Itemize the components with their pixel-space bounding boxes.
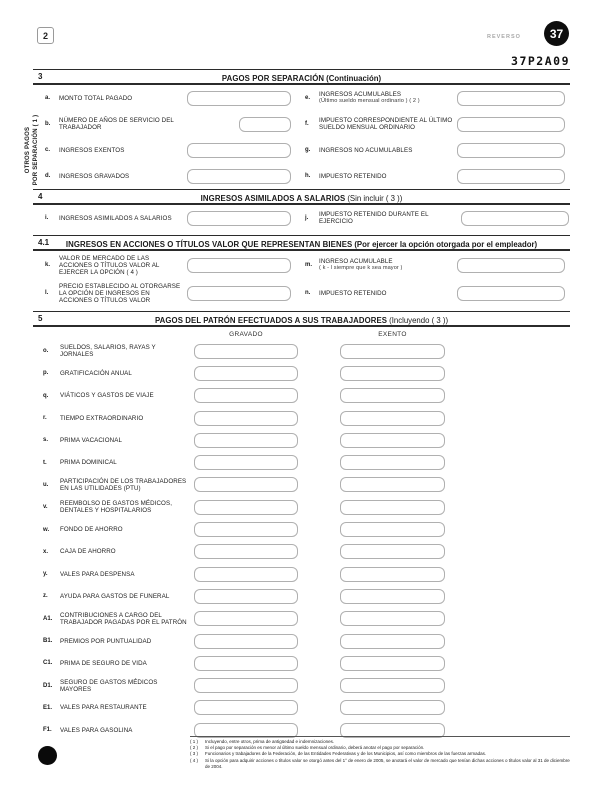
section-3-suffix: (Continuación) bbox=[326, 74, 382, 83]
section-5-header bbox=[33, 311, 570, 327]
field-letter: p. bbox=[43, 370, 49, 377]
table-row bbox=[33, 474, 570, 496]
field-s-gravado[interactable] bbox=[194, 433, 298, 448]
field-letter: c. bbox=[45, 147, 51, 153]
field-label: IMPUESTO RETENIDO bbox=[319, 289, 387, 297]
field-c1-exento[interactable] bbox=[340, 656, 445, 671]
field-label: INGRESOS ASIMILADOS A SALARIOS bbox=[59, 214, 172, 222]
field-label: INGRESOS EXENTOS bbox=[59, 146, 125, 154]
field-letter: e. bbox=[305, 95, 311, 101]
table-row bbox=[33, 652, 570, 674]
field-r-gravado[interactable] bbox=[194, 411, 298, 426]
field-label: VALES PARA RESTAURANTE bbox=[60, 704, 147, 712]
field-sublabel: (Último sueldo mensual ordinario ) ( 2 ) bbox=[319, 98, 420, 105]
punch-mark-dot bbox=[38, 746, 57, 765]
field-m-ingreso-acumulable[interactable] bbox=[457, 258, 565, 273]
table-row bbox=[33, 385, 570, 407]
field-letter: A1. bbox=[43, 615, 53, 622]
field-label: PRIMA DE SEGURO DE VIDA bbox=[60, 659, 147, 667]
form-body bbox=[25, 69, 570, 741]
section-3-header bbox=[33, 69, 570, 85]
field-v-exento[interactable] bbox=[340, 500, 445, 515]
field-label: GRATIFICACIÓN ANUAL bbox=[60, 369, 132, 377]
table-row bbox=[33, 674, 570, 696]
field-letter: v. bbox=[43, 504, 48, 511]
field-b1-gravado[interactable] bbox=[194, 634, 298, 649]
field-letter: w. bbox=[43, 526, 50, 533]
form-number-badge: 37 bbox=[544, 21, 569, 46]
field-w-exento[interactable] bbox=[340, 522, 445, 537]
field-r-exento[interactable] bbox=[340, 411, 445, 426]
field-label: CAJA DE AHORRO bbox=[60, 548, 116, 556]
field-c-ingresos-exentos[interactable] bbox=[187, 143, 291, 158]
table-row bbox=[33, 541, 570, 563]
field-v-gravado[interactable] bbox=[194, 500, 298, 515]
field-d1-gravado[interactable] bbox=[194, 678, 298, 693]
section-4-header bbox=[33, 189, 570, 205]
field-a1-gravado[interactable] bbox=[194, 611, 298, 626]
field-label: MONTO TOTAL PAGADO bbox=[59, 94, 133, 102]
field-c1-gravado[interactable] bbox=[194, 656, 298, 671]
section-3-number: 3 bbox=[38, 72, 43, 81]
field-t-exento[interactable] bbox=[340, 455, 445, 470]
table-row bbox=[33, 697, 570, 719]
field-label: INGRESOS ACUMULABLES (Último sueldo mensual ordinario ) ( 2 ) bbox=[319, 91, 457, 105]
field-label: FONDO DE AHORRO bbox=[60, 526, 123, 534]
field-b-anos-de-servicio[interactable] bbox=[239, 117, 291, 132]
field-letter: d. bbox=[45, 173, 51, 179]
field-letter: b. bbox=[45, 121, 51, 127]
field-label: AYUDA PARA GASTOS DE FUNERAL bbox=[60, 592, 170, 600]
section-3-rows bbox=[25, 85, 570, 189]
section-3-side-label: OTROS PAGOS POR SEPARACIÓN ( 1 ) bbox=[25, 114, 39, 186]
footnotes bbox=[190, 736, 570, 770]
field-g-ingresos-no-acumulables[interactable] bbox=[457, 143, 565, 158]
field-label: PRIMA DOMINICAL bbox=[60, 459, 117, 467]
field-letter: z. bbox=[43, 593, 48, 600]
table-row bbox=[33, 518, 570, 540]
section-5-number: 5 bbox=[38, 314, 43, 323]
field-t-gravado[interactable] bbox=[194, 455, 298, 470]
section-5-title: PAGOS DEL PATRÓN EFECTUADOS A SUS TRABAJADORES bbox=[154, 316, 388, 325]
field-label: PRIMA VACACIONAL bbox=[60, 436, 122, 444]
field-label: PRECIO ESTABLECIDO AL OTORGARSE LA OPCIÓN DE INGRESOS EN ACCIONES O TÍTULOS VALOR bbox=[59, 282, 181, 304]
row-d-h bbox=[33, 163, 570, 189]
field-letter: E1. bbox=[43, 704, 53, 711]
field-letter: x. bbox=[43, 548, 49, 555]
field-label: INGRESO ACUMULABLE ( k - l siempre que k sea mayor ) bbox=[319, 258, 457, 272]
field-k-valor-de-mercado[interactable] bbox=[187, 258, 291, 273]
field-y-exento[interactable] bbox=[340, 567, 445, 582]
field-x-exento[interactable] bbox=[340, 544, 445, 559]
field-label: VALES PARA GASOLINA bbox=[60, 726, 133, 734]
field-letter: y. bbox=[43, 571, 48, 578]
section-5-column-headers bbox=[33, 328, 570, 340]
field-n-impuesto-retenido[interactable] bbox=[457, 286, 565, 301]
field-letter: i. bbox=[45, 215, 49, 221]
field-l-precio-establecido[interactable] bbox=[187, 286, 291, 301]
field-o-exento[interactable] bbox=[340, 344, 445, 359]
field-p-exento[interactable] bbox=[340, 366, 445, 381]
field-letter: k. bbox=[45, 262, 51, 268]
row-l-n bbox=[33, 279, 570, 307]
section-4-1-title: INGRESOS EN ACCIONES O TÍTULOS VALOR QUE REPRESENTAN BIENES bbox=[65, 240, 353, 249]
field-u-exento[interactable] bbox=[340, 477, 445, 492]
field-i-ingresos-asimilados[interactable] bbox=[187, 211, 291, 226]
field-y-gravado[interactable] bbox=[194, 567, 298, 582]
field-label: INGRESOS GRAVADOS bbox=[59, 172, 130, 180]
field-label: INGRESOS NO ACUMULABLES bbox=[319, 146, 413, 154]
field-u-gravado[interactable] bbox=[194, 477, 298, 492]
row-b-f bbox=[33, 111, 570, 137]
table-row bbox=[33, 496, 570, 518]
field-label: VALOR DE MERCADO DE LAS ACCIONES O TÍTULOS VALOR AL EJERCER LA OPCIÓN ( 4 ) bbox=[59, 254, 160, 276]
field-label: TIEMPO EXTRAORDINARIO bbox=[60, 414, 144, 422]
field-label: SEGURO DE GASTOS MÉDICOS MAYORES bbox=[60, 678, 158, 693]
field-letter: n. bbox=[305, 290, 311, 296]
field-letter: m. bbox=[305, 262, 313, 268]
table-row bbox=[33, 340, 570, 362]
column-header-gravado: GRAVADO bbox=[229, 330, 263, 338]
table-row bbox=[33, 362, 570, 384]
section-4-title: INGRESOS ASIMILADOS A SALARIOS bbox=[200, 194, 346, 203]
field-letter: B1. bbox=[43, 638, 53, 644]
field-b1-exento[interactable] bbox=[340, 634, 445, 649]
section-4-number: 4 bbox=[38, 192, 43, 201]
field-f-impuesto-ultimo-sueldo[interactable] bbox=[457, 117, 565, 132]
section-4-1-number: 4.1 bbox=[38, 238, 50, 247]
field-label: PARTICIPACIÓN DE LOS TRABAJADORES EN LAS UTILIDADES (PTU) bbox=[60, 477, 187, 492]
footnote: ( 1 ) Incluyendo, entre otros, prima de antigüedad e indemnizaciones. bbox=[190, 739, 335, 744]
field-e1-gravado[interactable] bbox=[194, 700, 298, 715]
field-letter: g. bbox=[305, 147, 311, 153]
field-letter: q. bbox=[43, 392, 49, 399]
row-i-j bbox=[33, 205, 570, 231]
section-4-1-suffix: (Por ejercer la opción otorgada por el empleador) bbox=[354, 240, 538, 249]
field-d-ingresos-gravados[interactable] bbox=[187, 169, 291, 184]
field-letter: D1. bbox=[43, 682, 53, 689]
field-z-exento[interactable] bbox=[340, 589, 445, 604]
field-label: SUELDOS, SALARIOS, RAYAS Y JORNALES bbox=[60, 344, 156, 359]
form-code: 37P2A09 bbox=[511, 54, 570, 68]
table-row bbox=[33, 407, 570, 429]
field-label: IMPUESTO CORRESPONDIENTE AL ÚLTIMO SUELDO MENSUAL ORDINARIO bbox=[319, 117, 453, 131]
field-letter: t. bbox=[43, 459, 47, 466]
field-w-gravado[interactable] bbox=[194, 522, 298, 537]
field-letter: a. bbox=[45, 95, 51, 101]
small-box-wrap bbox=[187, 117, 291, 132]
field-letter: o. bbox=[43, 348, 49, 355]
section-4-1-header bbox=[33, 235, 570, 251]
field-letter: l. bbox=[45, 290, 49, 296]
footnote: ( 4 ) Si la opción para adquirir acciones o títulos valor se otorgó antes del 1° de enero de 2005, se anotará el valor de mercado que tenían dichas acciones o títulos valor al 31 de diciembre de 2004. bbox=[190, 757, 570, 769]
field-label: VALES PARA DESPENSA bbox=[60, 570, 135, 578]
field-letter: F1. bbox=[43, 727, 52, 734]
field-h-impuesto-retenido[interactable] bbox=[457, 169, 565, 184]
field-p-gravado[interactable] bbox=[194, 366, 298, 381]
column-header-exento: EXENTO bbox=[378, 330, 407, 338]
field-label: NÚMERO DE AÑOS DE SERVICIO DEL TRABAJADOR bbox=[59, 117, 174, 131]
field-e-ingresos-acumulables[interactable] bbox=[457, 91, 565, 106]
field-d1-exento[interactable] bbox=[340, 678, 445, 693]
field-sublabel: ( k - l siempre que k sea mayor ) bbox=[319, 265, 403, 272]
field-letter: r. bbox=[43, 415, 47, 422]
footnote: ( 2 ) Si el pago por separación es menor al último sueldo mensual ordinario, deberá anotar el pago por separación. bbox=[190, 745, 425, 751]
reverso-label: REVERSO bbox=[487, 34, 521, 40]
field-label: VIÁTICOS Y GASTOS DE VIAJE bbox=[60, 392, 154, 400]
table-row bbox=[33, 585, 570, 607]
footnote: ( 3 ) Funcionarios y trabajadores de la Federación, de las Entidades Federativas y de los Municipios, así como miembros de las fuerzas armadas. bbox=[190, 751, 487, 757]
field-q-exento[interactable] bbox=[340, 388, 445, 403]
row-c-g bbox=[33, 137, 570, 163]
field-letter: C1. bbox=[43, 660, 53, 667]
field-a-monto-total-pagado[interactable] bbox=[187, 91, 291, 106]
page-number-badge: 2 bbox=[37, 27, 54, 44]
field-s-exento[interactable] bbox=[340, 433, 445, 448]
table-row bbox=[33, 451, 570, 473]
row-k-m bbox=[33, 251, 570, 279]
field-letter: f. bbox=[305, 121, 309, 127]
field-a1-exento[interactable] bbox=[340, 611, 445, 626]
field-label: CONTRIBUCIONES A CARGO DEL TRABAJADOR PAGADAS POR EL PATRÓN bbox=[60, 611, 187, 626]
field-j-impuesto-retenido-ejercicio[interactable] bbox=[461, 211, 569, 226]
field-label: REEMBOLSO DE GASTOS MÉDICOS, DENTALES Y HOSPITALARIOS bbox=[60, 500, 173, 515]
field-o-gravado[interactable] bbox=[194, 344, 298, 359]
field-label: IMPUESTO RETENIDO DURANTE EL EJERCICIO bbox=[319, 211, 429, 225]
field-letter: s. bbox=[43, 437, 49, 444]
field-x-gravado[interactable] bbox=[194, 544, 298, 559]
row-a-e bbox=[33, 85, 570, 111]
section-3-title: PAGOS POR SEPARACIÓN bbox=[221, 74, 325, 83]
table-row bbox=[33, 630, 570, 652]
field-e1-exento[interactable] bbox=[340, 700, 445, 715]
field-letter: h. bbox=[305, 173, 311, 179]
field-z-gravado[interactable] bbox=[194, 589, 298, 604]
section-4-suffix: (Sin incluir ( 3 )) bbox=[347, 194, 403, 203]
field-label: PREMIOS POR PUNTUALIDAD bbox=[60, 637, 152, 645]
table-row bbox=[33, 608, 570, 630]
table-row bbox=[33, 429, 570, 451]
field-label: IMPUESTO RETENIDO bbox=[319, 172, 387, 180]
field-q-gravado[interactable] bbox=[194, 388, 298, 403]
section-5-suffix: (Incluyendo ( 3 )) bbox=[389, 316, 449, 325]
field-letter: u. bbox=[43, 481, 49, 488]
table-row bbox=[33, 563, 570, 585]
field-letter: j. bbox=[305, 215, 309, 221]
